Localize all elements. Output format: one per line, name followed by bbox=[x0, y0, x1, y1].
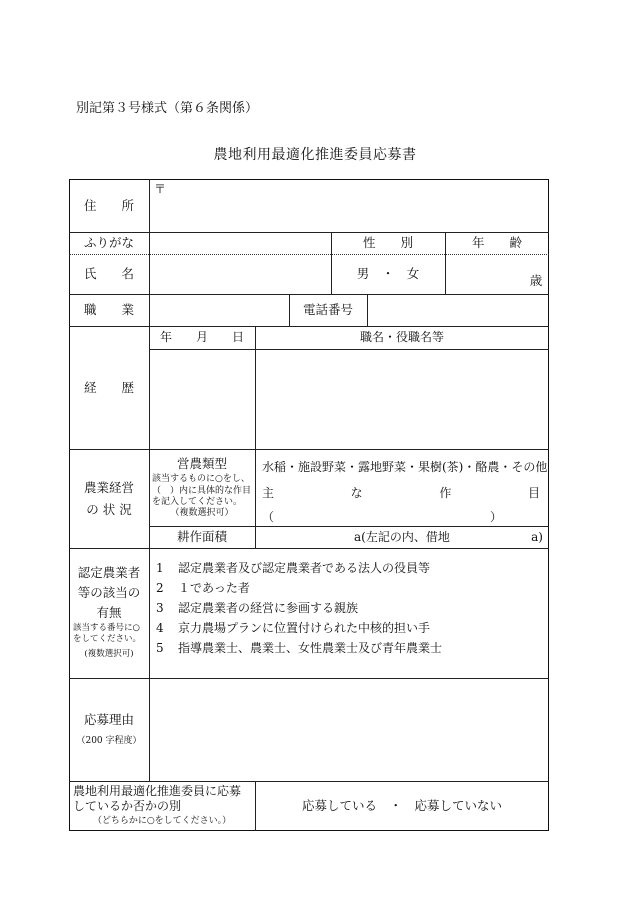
certified-option[interactable] bbox=[156, 559, 546, 579]
form-number: 別記第３号様式（第６条関係） bbox=[76, 101, 259, 116]
certified-label-line1: 認定農業者 bbox=[77, 565, 141, 581]
postal-mark: 〒 bbox=[153, 181, 166, 196]
address-field[interactable] bbox=[150, 197, 548, 231]
certified-option-text: 認定農業者及び認定農業者である法人の役員等 bbox=[178, 561, 431, 575]
leased-area-field[interactable] bbox=[459, 526, 529, 548]
main-crop-char: 作 bbox=[439, 485, 452, 500]
address-label: 住 所 bbox=[83, 197, 134, 213]
career-label: 経 歴 bbox=[83, 379, 134, 395]
farming-type-options[interactable]: 水稲・施設野菜・露地野菜・果樹(茶)・酪農・その他 bbox=[262, 459, 548, 474]
certified-option-text: 指導農業士、農業士、女性農業士及び青年農業士 bbox=[178, 641, 443, 655]
main-crop-char: な bbox=[350, 485, 363, 500]
certified-option[interactable] bbox=[156, 639, 546, 659]
phone-field[interactable] bbox=[368, 294, 548, 326]
certified-option-text: 京力農場プランに位置付けられた中核的担い手 bbox=[178, 621, 431, 635]
certified-option[interactable] bbox=[156, 599, 546, 619]
committee-question-line1: 農地利用最適化推進委員に応募 bbox=[73, 784, 242, 799]
crop-detail-field[interactable] bbox=[262, 507, 502, 525]
certified-note-multi: (複数選択可) bbox=[84, 649, 134, 660]
career-position-field[interactable] bbox=[256, 350, 548, 448]
application-reason-field[interactable] bbox=[150, 679, 548, 780]
age-unit: 歳 bbox=[529, 273, 543, 289]
certified-farmer-label bbox=[69, 548, 149, 678]
certified-option-number: 1 bbox=[156, 561, 164, 575]
furigana-label: ふりがな bbox=[83, 235, 134, 251]
committee-question bbox=[69, 781, 255, 831]
certified-note: 該当する番号に○をしてください。 bbox=[73, 623, 142, 645]
application-form-table bbox=[69, 179, 549, 831]
paren-close: ） bbox=[489, 509, 502, 524]
committee-question-note: （どちらかに○をしてください。） bbox=[92, 816, 232, 827]
certified-option[interactable] bbox=[156, 619, 546, 639]
age-label: 年 齢 bbox=[471, 235, 522, 251]
committee-question-line2: しているか否かの別 bbox=[73, 799, 182, 814]
farmland-area-label: 耕作面積 bbox=[176, 529, 227, 545]
farming-type-label-block bbox=[149, 449, 255, 526]
document-title: 農地利用最適化推進委員応募書 bbox=[213, 147, 417, 163]
certified-option-number: 2 bbox=[156, 581, 164, 595]
career-position-header: 職名・役職名等 bbox=[359, 330, 444, 344]
certified-option-text: 認定農業者の経営に参画する親族 bbox=[178, 601, 359, 615]
gender-options[interactable]: 男 ・ 女 bbox=[356, 266, 420, 282]
certified-option-number: 4 bbox=[156, 621, 164, 635]
farming-type-note: 該当するものに○をし、（ ）内に具体的な作目を記入してください。 bbox=[152, 474, 252, 507]
career-date-field[interactable] bbox=[150, 350, 255, 448]
farming-type-note-multi: （複数選択可） bbox=[170, 508, 234, 519]
committee-options[interactable]: 応募している ・ 応募していない bbox=[301, 798, 502, 814]
reason-note: （200 字程度） bbox=[76, 735, 142, 746]
main-crop-row bbox=[262, 482, 540, 502]
certified-label-line3: 有無 bbox=[96, 604, 122, 620]
furigana-field[interactable] bbox=[150, 232, 331, 254]
farming-type-label: 営農類型 bbox=[176, 455, 227, 471]
paren-open: （ bbox=[262, 509, 275, 524]
certified-option[interactable] bbox=[156, 579, 546, 599]
career-date-header: 年 月 日 bbox=[159, 330, 244, 344]
name-field[interactable] bbox=[150, 254, 331, 294]
certified-option-number: 3 bbox=[156, 601, 164, 615]
farming-status-label bbox=[69, 449, 149, 548]
certified-option-text: １であった者 bbox=[178, 581, 250, 595]
main-crop-char: 目 bbox=[527, 485, 540, 500]
certified-option-number: 5 bbox=[156, 641, 164, 655]
reason-label: 応募理由 bbox=[83, 712, 134, 728]
farming-status-label-line1: 農業経営 bbox=[83, 479, 134, 495]
occupation-field[interactable] bbox=[150, 294, 289, 326]
name-label: 氏 名 bbox=[83, 266, 134, 282]
certified-label-line2: 等の該当の bbox=[77, 585, 141, 601]
certified-options-list bbox=[156, 559, 546, 659]
farming-status-label-line2: の 状 況 bbox=[86, 501, 132, 517]
main-crop-char: 主 bbox=[262, 485, 275, 500]
gender-label: 性 別 bbox=[362, 235, 413, 251]
occupation-label: 職 業 bbox=[83, 302, 134, 318]
age-field[interactable] bbox=[446, 254, 528, 294]
application-reason-label bbox=[69, 678, 149, 781]
leased-area-unit: a) bbox=[531, 529, 543, 544]
phone-label: 電話番号 bbox=[302, 302, 353, 318]
farmland-area-unit: a(左記の内、借地 bbox=[354, 529, 450, 544]
